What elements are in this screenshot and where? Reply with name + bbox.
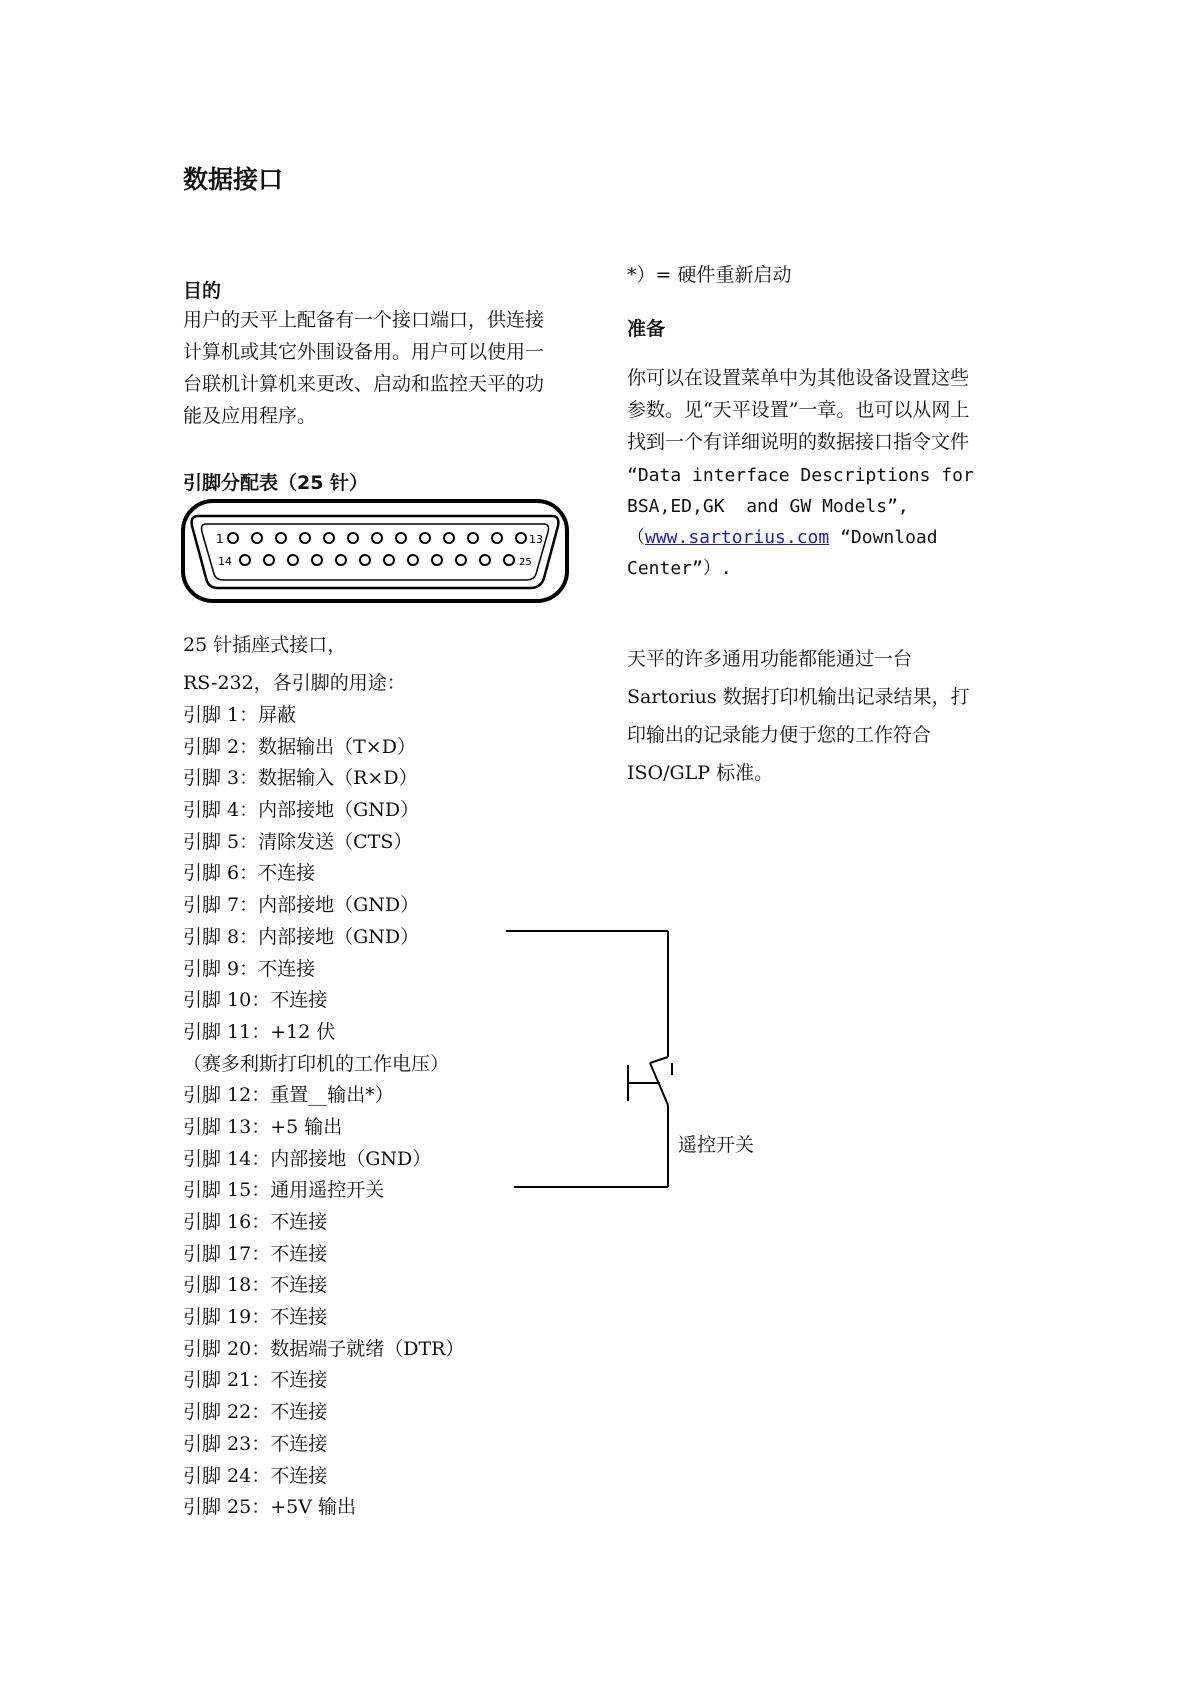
purpose-line: 用户的天平上配备有一个接口端口，供连接	[183, 309, 545, 331]
pin-item: （赛多利斯打印机的工作电压）	[183, 1052, 450, 1075]
pin-item: 引脚 9：不连接	[183, 957, 316, 980]
document-source-line: （www.sartorius.com “Download	[627, 527, 938, 548]
document-source-line: Center”）.	[627, 558, 732, 579]
pin-item: 引脚 11：+12 伏	[183, 1020, 336, 1043]
pin-item: 引脚 21：不连接	[183, 1369, 328, 1392]
purpose-line: 台联机计算机来更改、启动和监控天平的功	[183, 373, 545, 395]
pin-item: 引脚 6：不连接	[183, 862, 316, 885]
printer-paragraph	[627, 640, 1067, 792]
pin-label-25: 25	[519, 557, 532, 568]
pin-item: 引脚 17：不连接	[183, 1242, 328, 1265]
page-title: 数据接口	[183, 165, 284, 194]
purpose-line: 能及应用程序。	[183, 405, 317, 427]
pin-item: 引脚 14：内部接地（GND）	[183, 1147, 432, 1170]
document-title-line: “Data interface Descriptions for	[627, 465, 974, 486]
pin-item: 引脚 19：不连接	[183, 1306, 328, 1329]
remote-switch-label: 遥控开关	[678, 1134, 755, 1156]
pin-item: 引脚 10：不连接	[183, 989, 328, 1012]
preparation-line: 找到一个有详细说明的数据接口指令文件	[627, 431, 970, 453]
db25-connector-diagram	[180, 498, 570, 604]
printer-line: 天平的许多通用功能都能通过一台	[627, 648, 913, 670]
pin-item: 引脚 23：不连接	[183, 1432, 328, 1455]
pin-item: 引脚 12：重置__输出*）	[183, 1084, 394, 1107]
printer-line: 印输出的记录能力便于您的工作符合	[627, 724, 932, 746]
purpose-paragraph	[183, 304, 593, 432]
pin-label-1: 1	[216, 532, 224, 546]
pin-item: 引脚 5：清除发送（CTS）	[183, 830, 413, 853]
pin-item: 引脚 25：+5V 输出	[183, 1496, 356, 1519]
remote-switch-diagram	[500, 925, 680, 1195]
connector-description-1: 25 针插座式接口，	[183, 634, 347, 656]
pin-label-14: 14	[218, 555, 232, 568]
pin-item: 引脚 13：+5 输出	[183, 1115, 343, 1138]
connector-description-2: RS-232，各引脚的用途：	[183, 672, 406, 694]
pin-item: 引脚 2：数据输出（T×D）	[183, 735, 416, 758]
pin-item: 引脚 8：内部接地（GND）	[183, 925, 420, 948]
purpose-line: 计算机或其它外围设备用。用户可以使用一	[183, 341, 545, 363]
preparation-paragraph	[627, 362, 1047, 458]
pin-item: 引脚 22：不连接	[183, 1401, 328, 1424]
preparation-heading: 准备	[627, 318, 666, 340]
preparation-line: 你可以在设置菜单中为其他设备设置这些	[627, 367, 970, 389]
pin-item: 引脚 1：屏蔽	[183, 704, 297, 726]
pin-item: 引脚 24：不连接	[183, 1464, 328, 1487]
pin-label-13: 13	[529, 533, 543, 546]
pin-item: 引脚 4：内部接地（GND）	[183, 799, 420, 822]
pin-item: 引脚 15：通用遥控开关	[183, 1179, 385, 1202]
printer-line: Sartorius 数据打印机输出记录结果，打	[627, 686, 970, 708]
pin-item: 引脚 7：内部接地（GND）	[183, 894, 420, 917]
sartorius-website-link[interactable]: www.sartorius.com	[645, 527, 830, 548]
document-reference	[627, 460, 974, 584]
printer-line: ISO/GLP 标准。	[627, 762, 774, 784]
preparation-line: 参数。见“天平设置”一章。也可以从网上	[627, 399, 970, 421]
document-title-line: BSA,ED,GK and GW Models”,	[627, 496, 909, 517]
pin-item: 引脚 3：数据输入（R×D）	[183, 767, 418, 790]
pinout-heading: 引脚分配表（25 针）	[183, 472, 369, 494]
pin-item: 引脚 20：数据端子就绪（DTR）	[183, 1337, 465, 1360]
pin-item: 引脚 18：不连接	[183, 1274, 328, 1297]
pin-item: 引脚 16：不连接	[183, 1211, 328, 1233]
footnote: *）= 硬件重新启动	[627, 264, 792, 286]
purpose-heading: 目的	[183, 280, 222, 302]
pin-assignment-list	[183, 700, 464, 1524]
